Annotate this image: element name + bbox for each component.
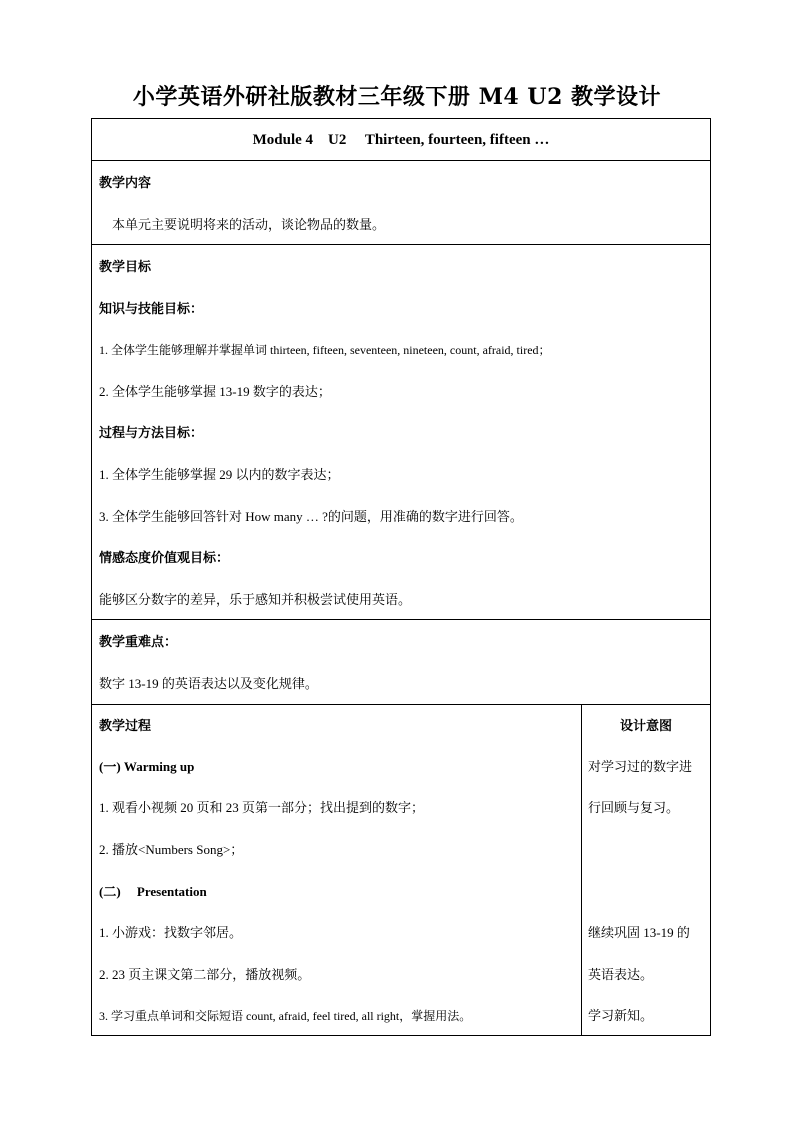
emotion-text: 能够区分数字的差异，乐于感知并积极尝试使用英语。 (99, 592, 412, 607)
presentation-heading: (二) Presentation (99, 884, 207, 899)
warming-up-item-1: 1. 观看小视频 20 页和 23 页第一部分；找出提到的数字； (99, 800, 425, 815)
presentation-item-1: 1. 小游戏：找数字邻居。 (99, 925, 243, 940)
presentation-item-2: 2. 23 页主课文第二部分，播放视频。 (99, 967, 311, 982)
intent-line-2: 行回顾与复习。 (588, 800, 680, 815)
process-heading: 教学过程 (99, 718, 152, 733)
warming-up-item-2: 2. 播放<Numbers Song>； (99, 842, 244, 857)
presentation-item-3: 3. 学习重点单词和交际短语 count, afraid, feel tired, all right，掌握用法。 (99, 1009, 472, 1023)
process-goal-heading: 过程与方法目标： (99, 425, 204, 440)
column-divider (581, 704, 582, 1035)
module-title: Module 4 U2 Thirteen, fourteen, fifteen … (252, 132, 550, 148)
content-heading: 教学内容 (99, 175, 152, 190)
knowledge-item-1: 1. 全体学生能够理解并掌握单词 thirteen, fifteen, seventeen, nineteen, count, afraid, tired； (99, 343, 551, 357)
row-divider (92, 244, 710, 245)
key-points-text: 数字 13-19 的英语表达以及变化规律。 (99, 676, 318, 691)
content-text: 本单元主要说明将来的活动，谈论物品的数量。 (112, 217, 386, 232)
knowledge-item-2: 2. 全体学生能够掌握 13-19 数字的表达； (99, 384, 331, 399)
emotion-heading: 情感态度价值观目标： (99, 550, 230, 565)
lesson-plan-table (91, 118, 711, 1036)
row-divider (92, 160, 710, 161)
process-goal-item-2: 3. 全体学生能够回答针对 How many … ?的问题，用准确的数字进行回答。 (99, 509, 523, 524)
intent-line-4: 英语表达。 (588, 967, 654, 982)
intent-line-5: 学习新知。 (588, 1008, 654, 1023)
row-divider (92, 619, 710, 620)
key-points-heading: 教学重难点： (99, 634, 178, 649)
objectives-heading: 教学目标 (99, 259, 152, 274)
document-title: 小学英语外研社版教材三年级下册 M4 U2 教学设计 (132, 84, 662, 110)
knowledge-heading: 知识与技能目标： (99, 301, 204, 316)
process-goal-item-1: 1. 全体学生能够掌握 29 以内的数字表达； (99, 467, 340, 482)
intent-heading: 设计意图 (619, 718, 672, 733)
warming-up-heading: (一) Warming up (99, 759, 195, 774)
intent-line-3: 继续巩固 13-19 的 (588, 925, 690, 940)
row-divider (92, 704, 710, 705)
intent-line-1: 对学习过的数字进 (588, 759, 693, 774)
